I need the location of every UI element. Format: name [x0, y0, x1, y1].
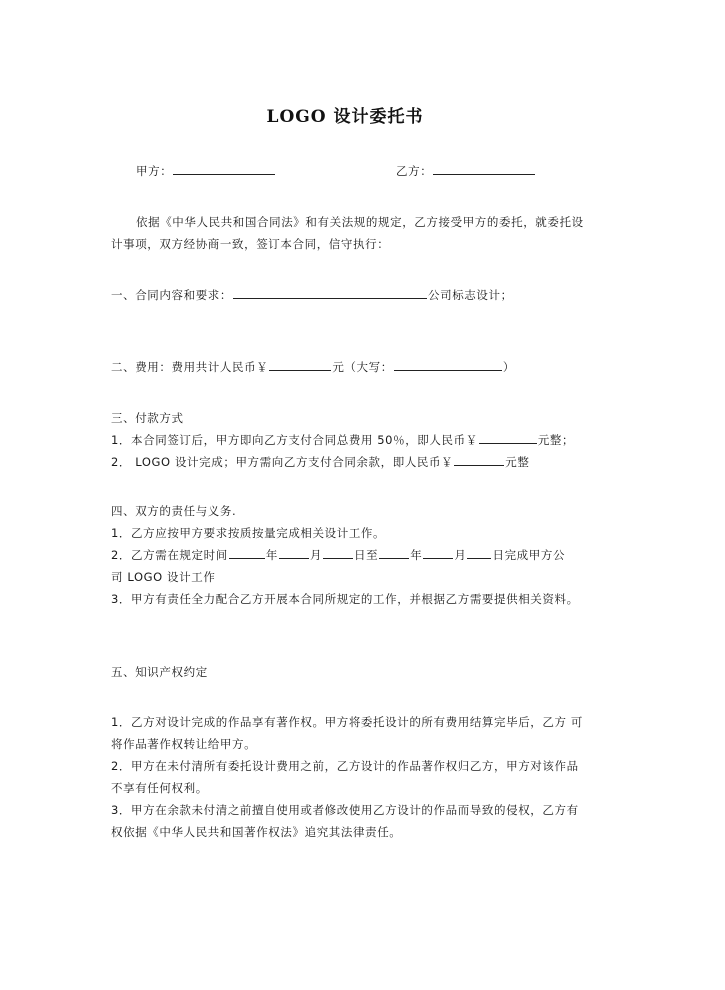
end-day-blank[interactable] [467, 547, 491, 559]
section2-amount-blank[interactable] [269, 359, 331, 371]
month-label: 月 [309, 548, 323, 562]
document-title: LOGO 设计委托书 [266, 107, 424, 127]
section5-item3-line2: 权依据《中华人民共和国著作权法》追究其法律责任。 [111, 825, 402, 839]
section1-line [111, 287, 513, 303]
intro-line-2: 计事项，双方经协商一致，签订本合同，信守执行： [111, 237, 390, 251]
section5-item2-line2: 不享有任何权利。 [111, 781, 208, 795]
section3-item2-suffix: 元整 [505, 455, 530, 469]
section3-item1 [111, 432, 574, 448]
party-b-line [396, 163, 536, 179]
section5-item1-line2: 将作品著作权转让给甲方。 [111, 737, 257, 751]
section4-item3: 3．甲方有责任全力配合乙方开展本合同所规定的工作，并根据乙方需要提供相关资料。 [111, 592, 579, 606]
party-b-blank[interactable] [433, 163, 535, 175]
section3-item1-blank[interactable] [479, 432, 537, 444]
section1-suffix: 公司标志设计； [428, 288, 513, 302]
section5-item1-line1: 1．乙方对设计完成的作品享有著作权。甲方将委托设计的所有费用结算完毕后，乙方 可 [111, 715, 583, 729]
section5-heading: 五、知识产权约定 [111, 665, 208, 679]
section4-heading: 四、双方的责任与义务. [111, 504, 237, 518]
party-a-label: 甲方： [136, 164, 173, 178]
section2-words-blank[interactable] [394, 359, 502, 371]
intro-line-1: 依据《中华人民共和国合同法》和有关法规的规定，乙方接受甲方的委托，就委托设 [136, 215, 584, 229]
section4-item2-suffix: 日完成甲方公 [492, 548, 566, 562]
start-day-blank[interactable] [323, 547, 353, 559]
section5-item2-line1: 2．甲方在未付清所有委托设计费用之前，乙方设计的作品著作权归乙方，甲方对该作品 [111, 759, 579, 773]
month-label-2: 月 [454, 548, 467, 562]
section4-item2-prefix: 2．乙方需在规定时间 [111, 548, 228, 562]
section5-item3-line1: 3．甲方在余款未付清之前擅自使用或者修改使用乙方设计的作品而导致的侵权，乙方有 [111, 803, 579, 817]
start-year-blank[interactable] [229, 547, 265, 559]
section3-heading: 三、付款方式 [111, 411, 184, 425]
party-a-line [136, 163, 276, 179]
year-label-2: 年 [410, 548, 423, 562]
section2-suffix: ） [502, 360, 515, 374]
section2-line [111, 359, 515, 375]
section2-prefix: 二、费用：费用共计人民币￥ [111, 360, 269, 374]
section3-item2-blank[interactable] [454, 454, 504, 466]
day-to-label: 日至 [354, 548, 379, 562]
end-year-blank[interactable] [379, 547, 409, 559]
year-label: 年 [265, 548, 278, 562]
section1-blank[interactable] [233, 287, 427, 299]
party-b-label: 乙方： [396, 164, 433, 178]
section2-mid: 元（大写： [332, 360, 393, 374]
section3-item1-suffix: 元整； [537, 433, 575, 447]
section4-item2 [111, 547, 565, 563]
party-a-blank[interactable] [173, 163, 275, 175]
section4-item2-cont: 司 LOGO 设计工作 [111, 570, 216, 584]
section3-item1-text: 1．本合同签订后，甲方即向乙方支付合同总费用 50％，即人民币￥ [111, 433, 478, 447]
section4-item1: 1．乙方应按甲方要求按质按量完成相关设计工作。 [111, 526, 386, 540]
start-month-blank[interactable] [279, 547, 309, 559]
section3-item2-text: 2． LOGO 设计完成；甲方需向乙方支付合同余款，即人民币￥ [111, 455, 454, 469]
section1-prefix: 一、合同内容和要求： [111, 288, 232, 302]
end-month-blank[interactable] [423, 547, 453, 559]
section3-item2 [111, 454, 529, 470]
